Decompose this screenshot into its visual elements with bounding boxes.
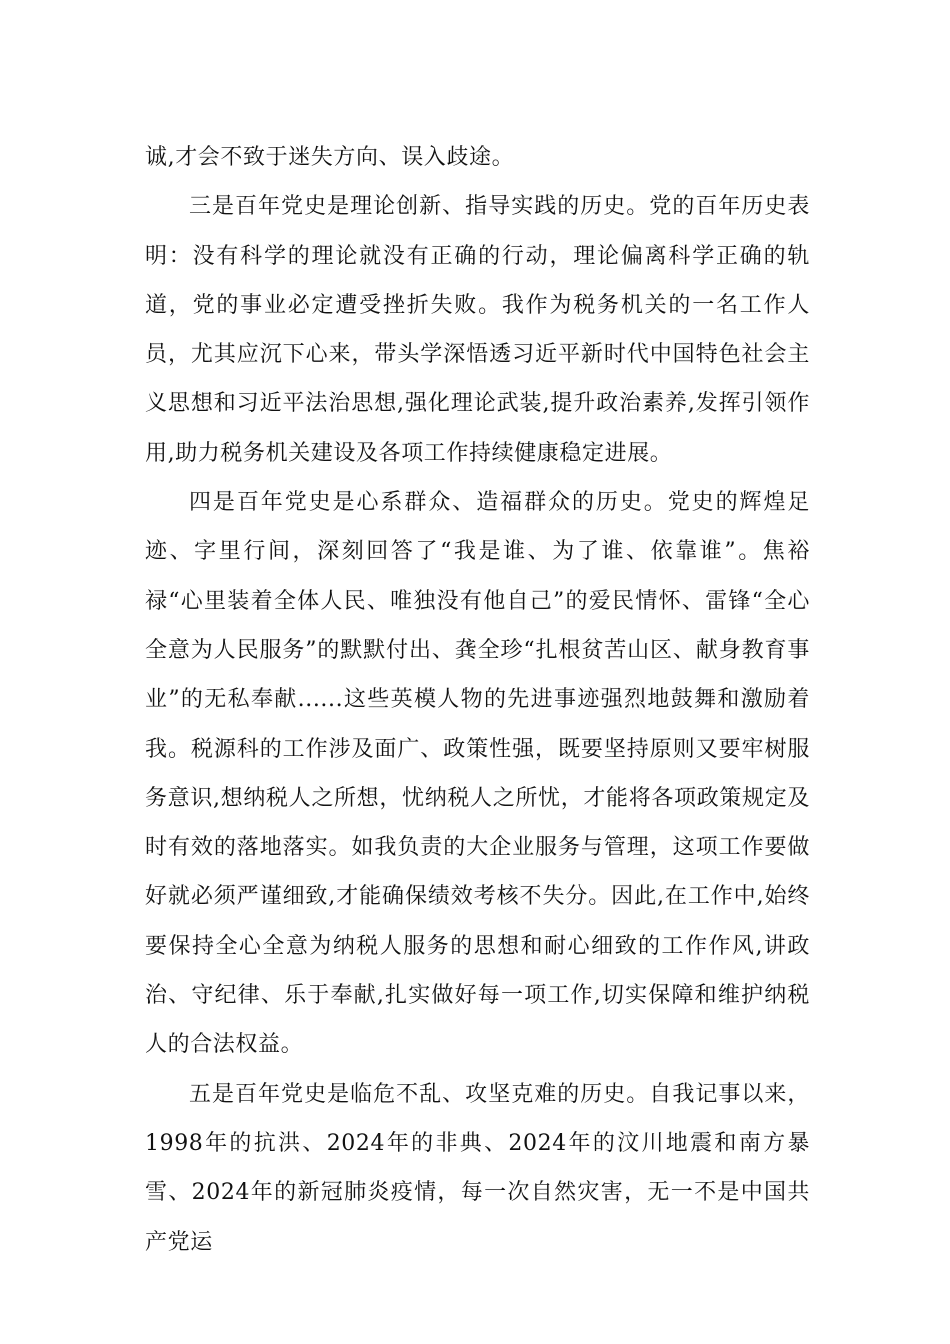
paragraph-serve-people: 四是百年党史是心系群众、造福群众的历史。党史的辉煌足迹、字里行间，深刻回答了“我是谁、为了谁、依靠谁”。焦裕禄“心里装着全体人民、唯独没有他自己”的爱民情怀、雷锋“全心全意为人民服务”的默默付出、龚全珍“扎根贫苦山区、献身教育事业”的无私奉献......这些英模人物的先进事迹强烈地鼓舞和激励着我。税源科的工作涉及面广、政策性强，既要坚持原则又要牢树服务意识,想纳税人之所想，忧纳税人之所忧，才能将各项政策规定及时有效的落地落实。如我负责的大企业服务与管理，这项工作要做好就必须严谨细致,才能确保绩效考核不失分。因此,在工作中,始终要保持全心全意为纳税人服务的思想和耐心细致的工作作风,讲政治、守纪律、乐于奉献,扎实做好每一项工作,切实保障和维护纳税人的合法权益。 [145, 490, 810, 1058]
paragraph-overcome-difficulties: 五是百年党史是临危不乱、攻坚克难的历史。自我记事以来，1998年的抗洪、2024年的非典、2024年的汶川地震和南方暴雪、2024年的新冠肺炎疫情，每一次自然灾害，无一不是中国共产党运 [145, 1081, 810, 1255]
paragraph-theory-practice: 三是百年党史是理论创新、指导实践的历史。党的百年历史表明：没有科学的理论就没有正确的行动，理论偏离科学正确的轨道，党的事业必定遭受挫折失败。我作为税务机关的一名工作人员，尤其应沉下心来，带头学深悟透习近平新时代中国特色社会主义思想和习近平法治思想,强化理论武装,提升政治素养,发挥引领作用,助力税务机关建设及各项工作持续健康稳定进展。 [145, 194, 810, 466]
paragraph-continuation: 诚,才会不致于迷失方向、误入歧途。 [145, 145, 515, 170]
document-body [145, 133, 810, 1267]
